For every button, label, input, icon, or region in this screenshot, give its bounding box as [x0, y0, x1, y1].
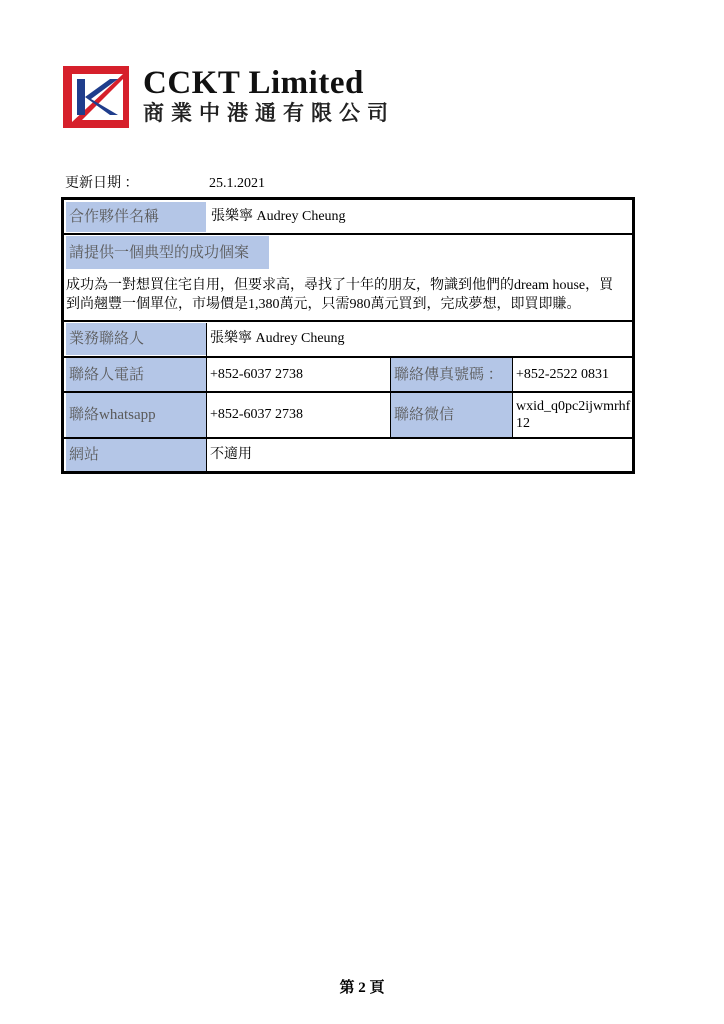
whatsapp-label: 聯絡whatsapp	[66, 393, 206, 437]
partner-name-label: 合作夥伴名稱	[66, 202, 206, 232]
cckt-k-logo-icon	[63, 66, 129, 128]
website-value: 不適用	[210, 447, 252, 462]
contact-person-value: 張樂寧 Audrey Cheung	[210, 331, 345, 346]
phone-value: +852-6037 2738	[210, 366, 304, 382]
company-chinese-name: 商業中港通有限公司	[143, 100, 395, 125]
contact-person-label: 業務聯絡人	[66, 323, 206, 355]
fax-value: +852-2522 0831	[516, 366, 610, 382]
whatsapp-value: +852-6037 2738	[210, 407, 304, 422]
row-divider	[64, 233, 632, 235]
row-divider	[64, 320, 632, 322]
success-case-line-1: 成功為一對想買住宅自用，但要求高，尋找了十年的朋友，物識到他們的dream house，買	[66, 278, 614, 293]
wechat-value: wxid_q0pc2ijwmrhf12	[516, 399, 631, 431]
company-logo	[63, 66, 408, 128]
column-divider	[206, 323, 207, 471]
column-divider	[512, 358, 513, 437]
success-case-description	[66, 276, 632, 314]
phone-label: 聯絡人電話	[66, 358, 206, 391]
fax-label: 聯絡傳真號碼 ：	[391, 358, 512, 391]
wechat-label: 聯絡微信	[391, 393, 512, 437]
update-date-label: 更新日期 ：	[65, 176, 139, 191]
success-case-line-2: 到尚翹豐一個單位，市場價是1,380萬元，只需980萬元買到，完成夢想，即買即賺。	[66, 297, 581, 312]
partner-info-table	[61, 197, 635, 474]
company-name: CCKT Limited	[143, 65, 364, 101]
update-date-value: 25.1.2021	[209, 176, 265, 191]
column-divider	[390, 358, 391, 437]
page-number: 第 2 頁	[339, 980, 385, 996]
success-case-label: 請提供一個典型的成功個案	[66, 236, 269, 269]
partner-name-value: 張樂寧 Audrey Cheung	[211, 209, 346, 224]
website-label: 網站	[66, 439, 206, 471]
